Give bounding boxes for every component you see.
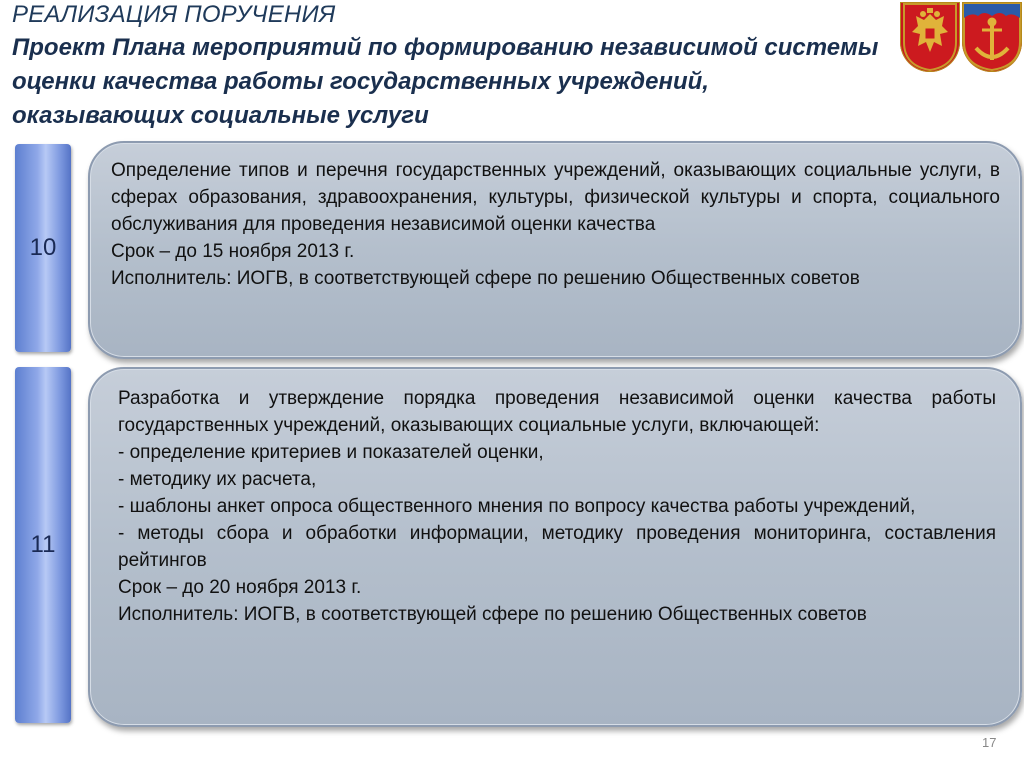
item-card xyxy=(88,367,1022,727)
item-deadline: Срок – до 20 ноября 2013 г. xyxy=(118,577,362,598)
item-executor: Исполнитель: ИОГВ, в соответствующей сфере по решению Общественных советов xyxy=(118,604,867,625)
item-bullet: - методику их расчета, xyxy=(118,469,317,490)
item-number: 10 xyxy=(29,234,57,261)
emblems xyxy=(900,2,1022,72)
page-number: 17 xyxy=(982,735,997,750)
slide-subtitle: Проект Плана мероприятий по формированию независимой системы оценки качества работы государственных учреждений, оказывающих социальные услуги xyxy=(12,34,879,129)
russia-coat-of-arms-icon xyxy=(900,2,960,72)
slide-title: РЕАЛИЗАЦИЯ ПОРУЧЕНИЯ xyxy=(12,1,336,28)
item-description: Определение типов и перечня государственных учреждений, оказывающих социальные услуги, в сферах образования, здравоохранения, культуры, физической культуры и спорта, социального обслуживания для проведения независимой оценки качества xyxy=(111,160,1000,235)
item-description: Разработка и утверждение порядка проведения независимой оценки качества работы государственных учреждений, оказывающих социальные услуги, включающей: xyxy=(118,388,996,436)
murmansk-region-coat-of-arms-icon xyxy=(962,2,1022,72)
item-deadline: Срок – до 15 ноября 2013 г. xyxy=(111,241,355,262)
item-executor: Исполнитель: ИОГВ, в соответствующей сфере по решению Общественных советов xyxy=(111,268,860,289)
item-number-badge xyxy=(15,367,71,723)
item-number-badge xyxy=(15,144,71,352)
item-bullet: - определение критериев и показателей оценки, xyxy=(118,442,544,463)
item-bullet: - методы сбора и обработки информации, методику проведения мониторинга, составления рейтингов xyxy=(118,523,996,571)
item-bullet: - шаблоны анкет опроса общественного мнения по вопросу качества работы учреждений, xyxy=(118,496,916,517)
item-number: 11 xyxy=(30,531,56,558)
item-card xyxy=(88,141,1022,359)
